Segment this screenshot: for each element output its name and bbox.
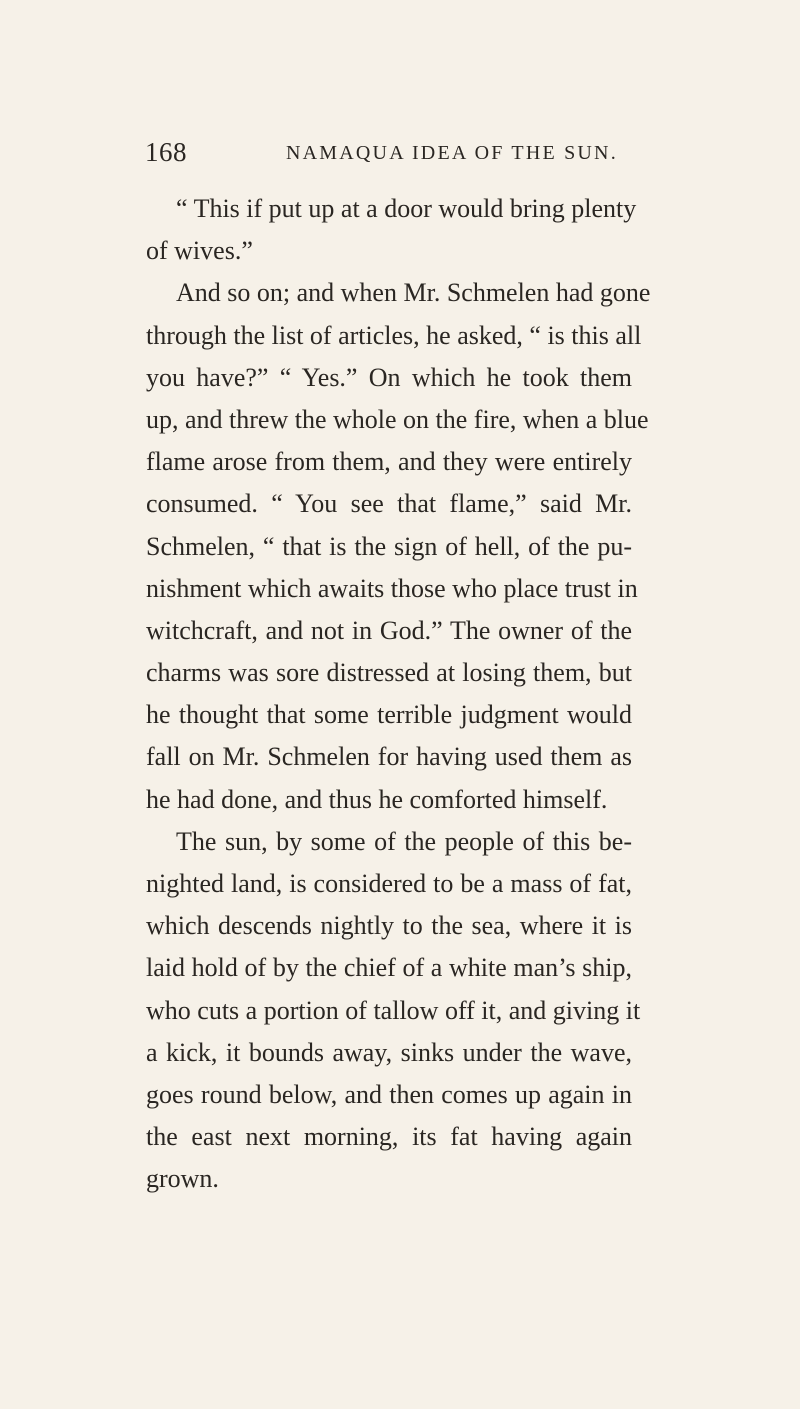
text-line: through the list of articles, he asked, “ is this all xyxy=(146,320,642,350)
text-line: charms was sore distressed at losing them, but xyxy=(146,658,632,688)
text-line: of wives.” xyxy=(146,236,253,266)
text-line: nighted land, is considered to be a mass of fat, xyxy=(146,869,632,898)
page-header xyxy=(145,137,635,171)
text-line: “ This if put up at a door would bring plenty xyxy=(176,194,637,223)
text-line: nishment which awaits those who place trust in xyxy=(146,573,638,603)
text-line: And so on; and when Mr. Schmelen had gone xyxy=(176,278,651,308)
text-line: who cuts a portion of tallow off it, and giving it xyxy=(146,995,641,1025)
text-line: he thought that some terrible judgment would xyxy=(146,700,632,730)
text-line: a kick, it bounds away, sinks under the wave, xyxy=(146,1037,632,1067)
text-line: the east next morning, its fat having again xyxy=(146,1122,632,1152)
text-line: which descends nightly to the sea, where it is xyxy=(146,911,632,941)
text-line: grown. xyxy=(146,1164,219,1194)
text-line: he had done, and thus he comforted himself. xyxy=(146,784,608,814)
text-line: consumed. “ You see that flame,” said Mr. xyxy=(146,489,632,519)
text-line: The sun, by some of the people of this be- xyxy=(176,826,632,856)
body-text xyxy=(146,188,651,1201)
text-line: laid hold of by the chief of a white man’s ship, xyxy=(146,953,632,983)
text-line: you have?” “ Yes.” On which he took them xyxy=(146,362,632,392)
text-line: Schmelen, “ that is the sign of hell, of the pu- xyxy=(146,531,632,561)
text-line: goes round below, and then comes up again in xyxy=(146,1079,632,1109)
text-line: fall on Mr. Schmelen for having used them as xyxy=(146,742,632,772)
page-number: 168 xyxy=(145,137,187,167)
running-head: NAMAQUA IDEA OF THE SUN. xyxy=(286,142,618,164)
text-line: up, and threw the whole on the fire, when a blue xyxy=(146,404,649,434)
text-line: witchcraft, and not in God.” The owner of the xyxy=(146,615,632,645)
text-line: flame arose from them, and they were entirely xyxy=(146,447,632,477)
